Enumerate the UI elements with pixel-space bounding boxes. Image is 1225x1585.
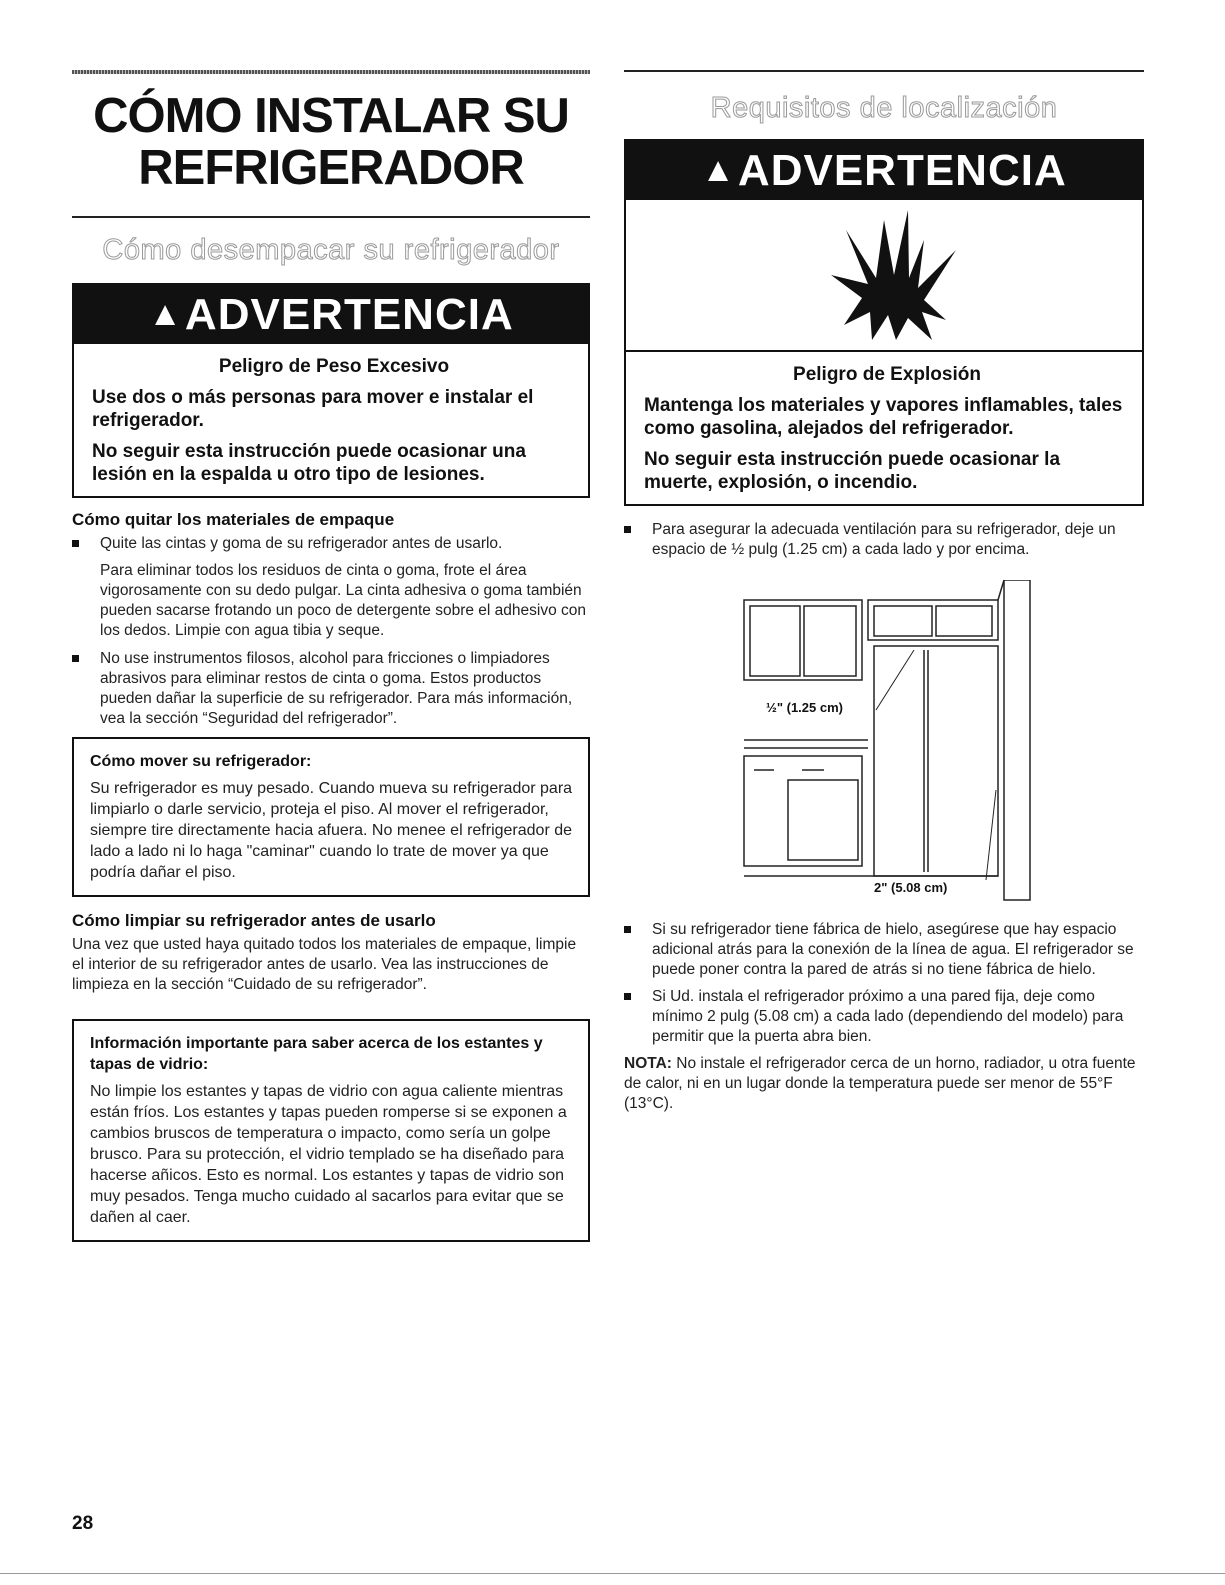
warning-box-explosion: [624, 139, 1144, 506]
bullet-item: [624, 920, 1144, 980]
bullet-text: No use instrumentos filosos, alcohol para fricciones o limpiadores abrasivos para eliminar restos de cinta o goma. Estos productos pueden dañar la superficie de su refrigerador. Para más información, vea la sección “Seguridad del refrigerador”.: [100, 650, 573, 727]
warning-triangle-icon: ▲: [148, 295, 183, 333]
explosion-icon: [626, 200, 1142, 352]
move-box-text: Su refrigerador es muy pesado. Cuando mueva su refrigerador para limpiarlo o darle servicio, proteja el piso. Al mover el refrigerador, siempre tire directamente hacia afuera. No menee el refrigerador de lado a lado ni lo haga "caminar" cuando lo trate de mover ya que podría dañar el piso.: [90, 780, 573, 881]
left-column: [72, 70, 590, 1252]
nota-paragraph: [624, 1054, 1144, 1114]
bullet-text: Quite las cintas y goma de su refrigerador antes de usarlo.: [100, 535, 503, 552]
footer-rule: [0, 1573, 1225, 1574]
bullet-text: Si su refrigerador tiene fábrica de hielo, asegúrese que hay espacio adicional atrás para la conexión de la línea de agua. El refrigerador se puede poner contra la pared de atrás si no tiene fábrica de hielo.: [652, 921, 1134, 978]
bullet-text: Si Ud. instala el refrigerador próximo a una pared fija, deje como mínimo 2 pulg (5.08 cm) a cada lado (dependiendo del modelo) para permitir que la puerta abra bien.: [652, 988, 1124, 1045]
warning-banner-text: ADVERTENCIA: [737, 146, 1067, 195]
clean-text: Una vez que usted haya quitado todos los materiales de empaque, limpie el interior de su refrigerador antes de usarlo. Vea las instrucciones de limpieza en la sección “Cuidado de su refrigerador”.: [72, 936, 577, 993]
nota-text: No instale el refrigerador cerca de un horno, radiador, u otra fuente de calor, ni en un lugar donde la temperatura puede ser menor de 55°F (13°C).: [624, 1055, 1136, 1112]
bullet-square-icon: [72, 540, 79, 547]
warning-line-2: No seguir esta instrucción puede ocasionar la muerte, explosión, o incendio.: [644, 449, 1061, 493]
divider: [72, 216, 590, 218]
warning-body: [626, 352, 1142, 504]
glass-info-box: [72, 1019, 590, 1242]
diagram-label-wall-gap: 2" (5.08 cm): [874, 880, 948, 895]
remove-packaging-heading: Cómo quitar los materiales de empaque: [72, 510, 395, 529]
nota-label: NOTA:: [624, 1055, 672, 1072]
move-info-box: [72, 737, 590, 897]
bullet-square-icon: [624, 926, 631, 933]
bullet-item: [72, 649, 590, 729]
warning-banner: [626, 141, 1142, 200]
page-title: [72, 90, 590, 194]
hazard-title: Peligro de Peso Excesivo: [218, 356, 450, 377]
clean-heading: Cómo limpiar su refrigerador antes de usarlo: [72, 911, 436, 930]
bullet-paragraph: Para eliminar todos los residuos de cinta o goma, frote el área vigorosamente con su dedo pulgar. La cinta adhesiva o goma también pueden sacarse frotando un poco de detergente sobre el adhesivo con los dedos. Limpie con agua tibia y seque.: [100, 562, 587, 639]
glass-box-title: Información importante para saber acerca de los estantes y tapas de vidrio:: [90, 1035, 543, 1073]
bullet-text: Para asegurar la adecuada ventilación para su refrigerador, deje un espacio de ½ pulg (1.25 cm) a cada lado y por encima.: [652, 521, 1116, 558]
clearance-diagram: [624, 580, 1144, 910]
diagram-label-side-gap: ½" (1.25 cm): [766, 700, 843, 715]
warning-box-weight: [72, 283, 590, 498]
right-column: [624, 70, 1144, 1120]
move-box-title: Cómo mover su refrigerador:: [90, 753, 312, 770]
warning-banner: [74, 285, 588, 344]
bullet-square-icon: [624, 526, 631, 533]
section-heading-location: Requisitos de localización: [710, 92, 1058, 124]
title-line-1: CÓMO INSTALAR SU: [93, 89, 569, 143]
section-heading-unpack: Cómo desempacar su refrigerador: [102, 234, 560, 266]
page-number: 28: [72, 1513, 94, 1534]
warning-line-1: Mantenga los materiales y vapores inflamables, tales como gasolina, alejados del refrigerador.: [644, 395, 1123, 439]
warning-line-2: No seguir esta instrucción puede ocasionar una lesión en la espalda u otro tipo de lesiones.: [92, 441, 526, 485]
bullet-item: [624, 520, 1144, 560]
bullet-item: [624, 987, 1144, 1047]
warning-line-1: Use dos o más personas para mover e instalar el refrigerador.: [92, 387, 534, 431]
warning-banner-text: ADVERTENCIA: [184, 290, 514, 339]
bullet-square-icon: [72, 655, 79, 662]
warning-triangle-icon: ▲: [701, 151, 736, 189]
bullet-item: [72, 534, 590, 554]
warning-body: [74, 344, 588, 496]
top-rule: [624, 70, 1144, 72]
hazard-title: Peligro de Explosión: [793, 364, 981, 385]
glass-box-text: No limpie los estantes y tapas de vidrio con agua caliente mientras están fríos. Los estantes y tapas pueden romperse si se exponen a cambios bruscos de temperatura o impacto, como sería un golpe brusco. Para su protección, el vidrio templado se ha diseñado para hacerse añicos. Esto es normal. Los estantes y tapas de vidrio son muy pesados. Tenga mucho cuidado al sacarlos para evitar que se dañen al caer.: [90, 1083, 567, 1226]
top-rule: [72, 70, 590, 74]
bullet-square-icon: [624, 993, 631, 1000]
title-line-2: REFRIGERADOR: [138, 141, 524, 195]
